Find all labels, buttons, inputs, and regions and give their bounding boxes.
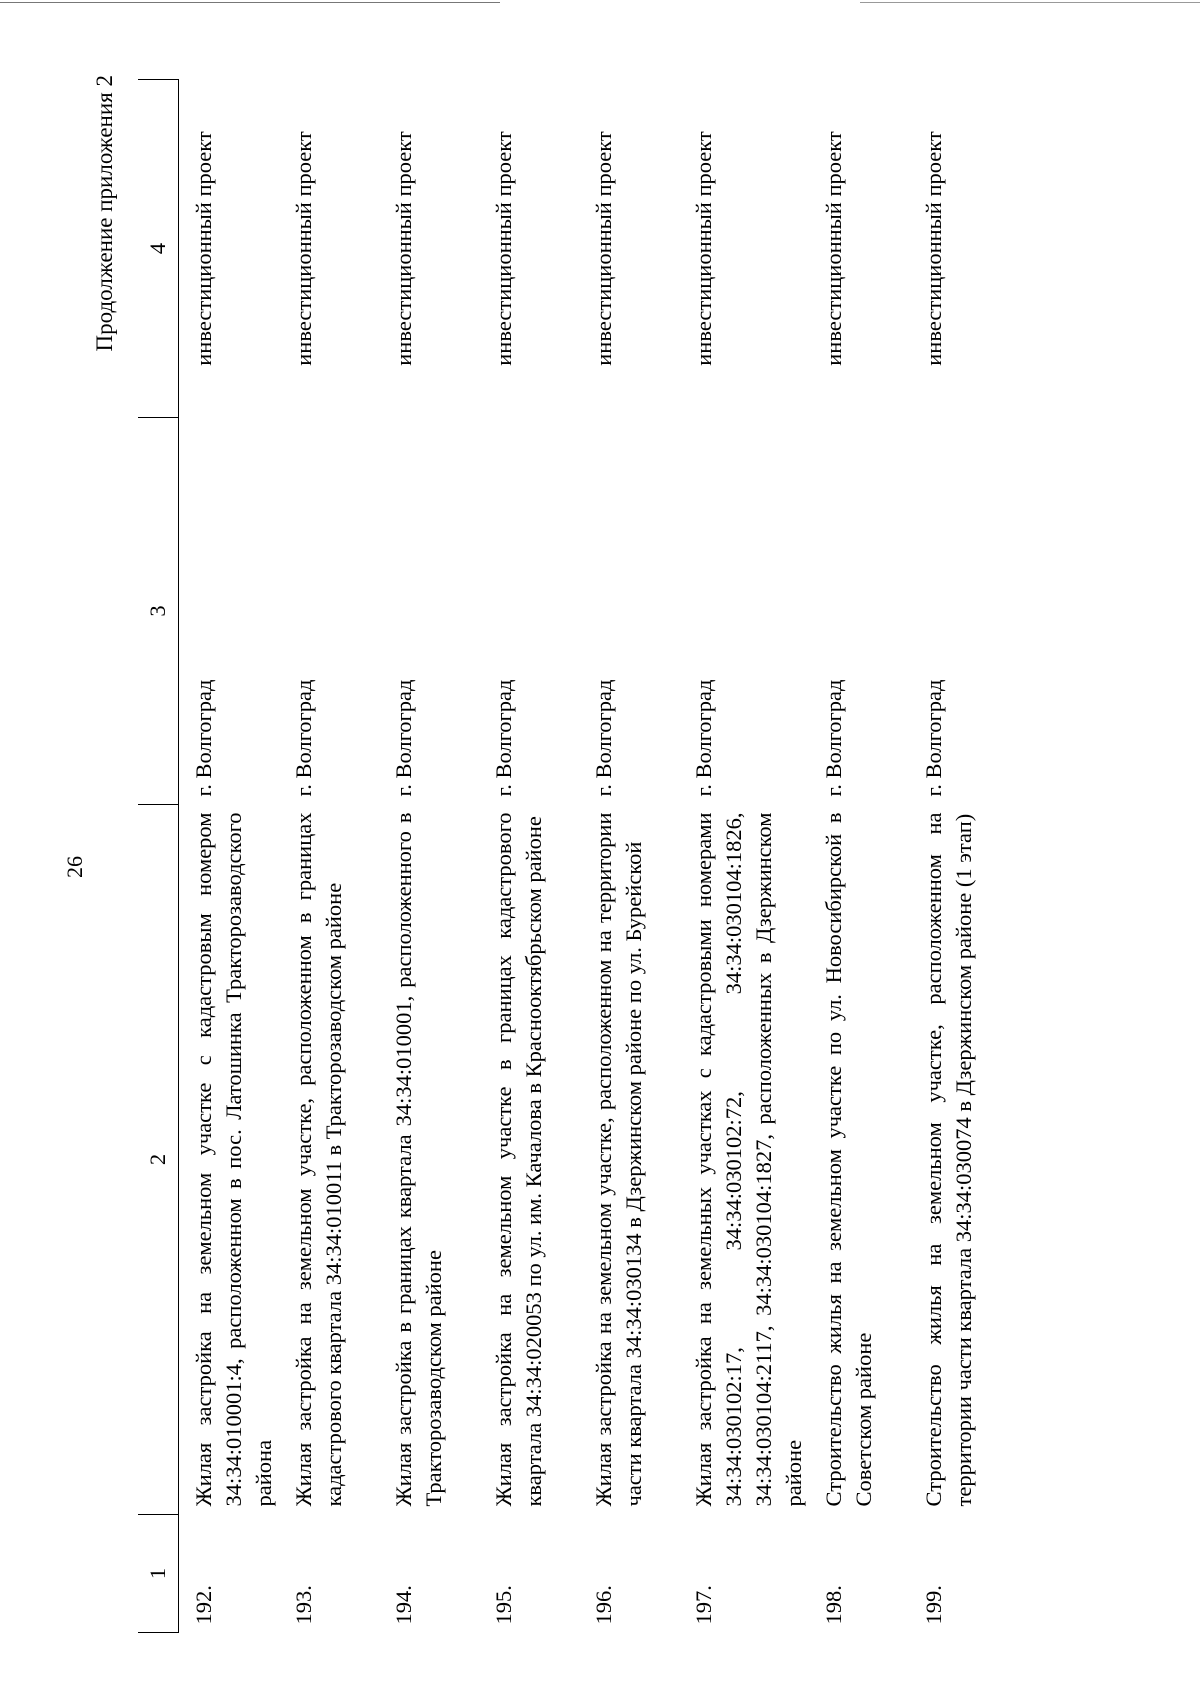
row-number: 193. bbox=[291, 1585, 316, 1625]
row-type: инвестиционный проект bbox=[591, 131, 616, 366]
row-type: инвестиционный проект bbox=[191, 131, 216, 366]
row-type: инвестиционный проект bbox=[821, 131, 846, 366]
row-type: инвестиционный проект bbox=[291, 131, 316, 366]
row-description: Жилая застройка на земельном участке, расположенном в границах кадастрового квартала 34:34:010011 в Тракторозаводском районе bbox=[291, 812, 346, 1507]
header-col-1: 1 bbox=[138, 1515, 179, 1633]
row-description: Строительство жилья на земельном участке по ул. Новосибирской в Советском районе bbox=[821, 812, 876, 1507]
row-location: г. Волгоград bbox=[591, 679, 616, 797]
row-location: г. Волгоград bbox=[821, 679, 846, 797]
row-location: г. Волгоград bbox=[191, 679, 216, 797]
row-number: 198. bbox=[821, 1585, 846, 1625]
header-col-4: 4 bbox=[138, 80, 179, 418]
page-number: 26 bbox=[62, 856, 87, 878]
table-row bbox=[279, 80, 379, 1633]
row-description: Жилая застройка в границах квартала 34:34:010001, расположенного в Тракторозаводском районе bbox=[391, 812, 446, 1507]
row-number: 194. bbox=[391, 1585, 416, 1625]
row-number: 197. bbox=[691, 1585, 716, 1625]
row-number: 199. bbox=[921, 1585, 946, 1625]
row-number: 192. bbox=[191, 1585, 216, 1625]
row-description: Жилая застройка на земельных участках с кадастровыми номерами 34:34:030102:17, 34:34:030102:72, 34:34:030104:1826, 34:34:030104:2117, 34:34:030104:1827, расположенных в Дзержинском районе bbox=[691, 812, 806, 1507]
row-location: г. Волгоград bbox=[491, 679, 516, 797]
table-header-row bbox=[138, 80, 179, 1633]
row-number: 195. bbox=[491, 1585, 516, 1625]
row-description: Жилая застройка на земельном участке в границах кадастрового квартала 34:34:020053 по ул. им. Качалова в Краснооктябрьском районе bbox=[491, 812, 546, 1507]
row-type: инвестиционный проект bbox=[691, 131, 716, 366]
table-row bbox=[579, 80, 679, 1633]
scan-edge-line bbox=[860, 2, 1200, 3]
scan-edge-line bbox=[0, 2, 500, 3]
row-number: 196. bbox=[591, 1585, 616, 1625]
row-location: г. Волгоград bbox=[291, 679, 316, 797]
row-type: инвестиционный проект bbox=[491, 131, 516, 366]
row-description: Жилая застройка на земельном участке с кадастровым номером 34:34:010001:4, расположенном в пос. Латошинка Тракторозаводского района bbox=[191, 812, 276, 1507]
projects-table bbox=[138, 79, 1009, 1633]
continuation-title: Продолжение приложения 2 bbox=[92, 75, 117, 352]
table-row bbox=[909, 80, 1009, 1633]
table-row bbox=[809, 80, 909, 1633]
row-type: инвестиционный проект bbox=[391, 131, 416, 366]
table-row bbox=[479, 80, 579, 1633]
rotated-page bbox=[30, 75, 1140, 1635]
table-row bbox=[179, 80, 280, 1633]
row-description: Строительство жилья на земельном участке, расположенном на территории части квартала 34:34:030074 в Дзержинском районе (1 этап) bbox=[921, 812, 976, 1507]
row-location: г. Волгоград bbox=[691, 679, 716, 797]
header-col-2: 2 bbox=[138, 805, 179, 1515]
row-location: г. Волгоград bbox=[921, 679, 946, 797]
row-location: г. Волгоград bbox=[391, 679, 416, 797]
header-col-3: 3 bbox=[138, 418, 179, 805]
table-row bbox=[679, 80, 809, 1633]
row-description: Жилая застройка на земельном участке, расположенном на территории части квартала 34:34:030134 в Дзержинском районе по ул. Бурейской bbox=[591, 812, 646, 1507]
table-row bbox=[379, 80, 479, 1633]
row-type: инвестиционный проект bbox=[921, 131, 946, 366]
